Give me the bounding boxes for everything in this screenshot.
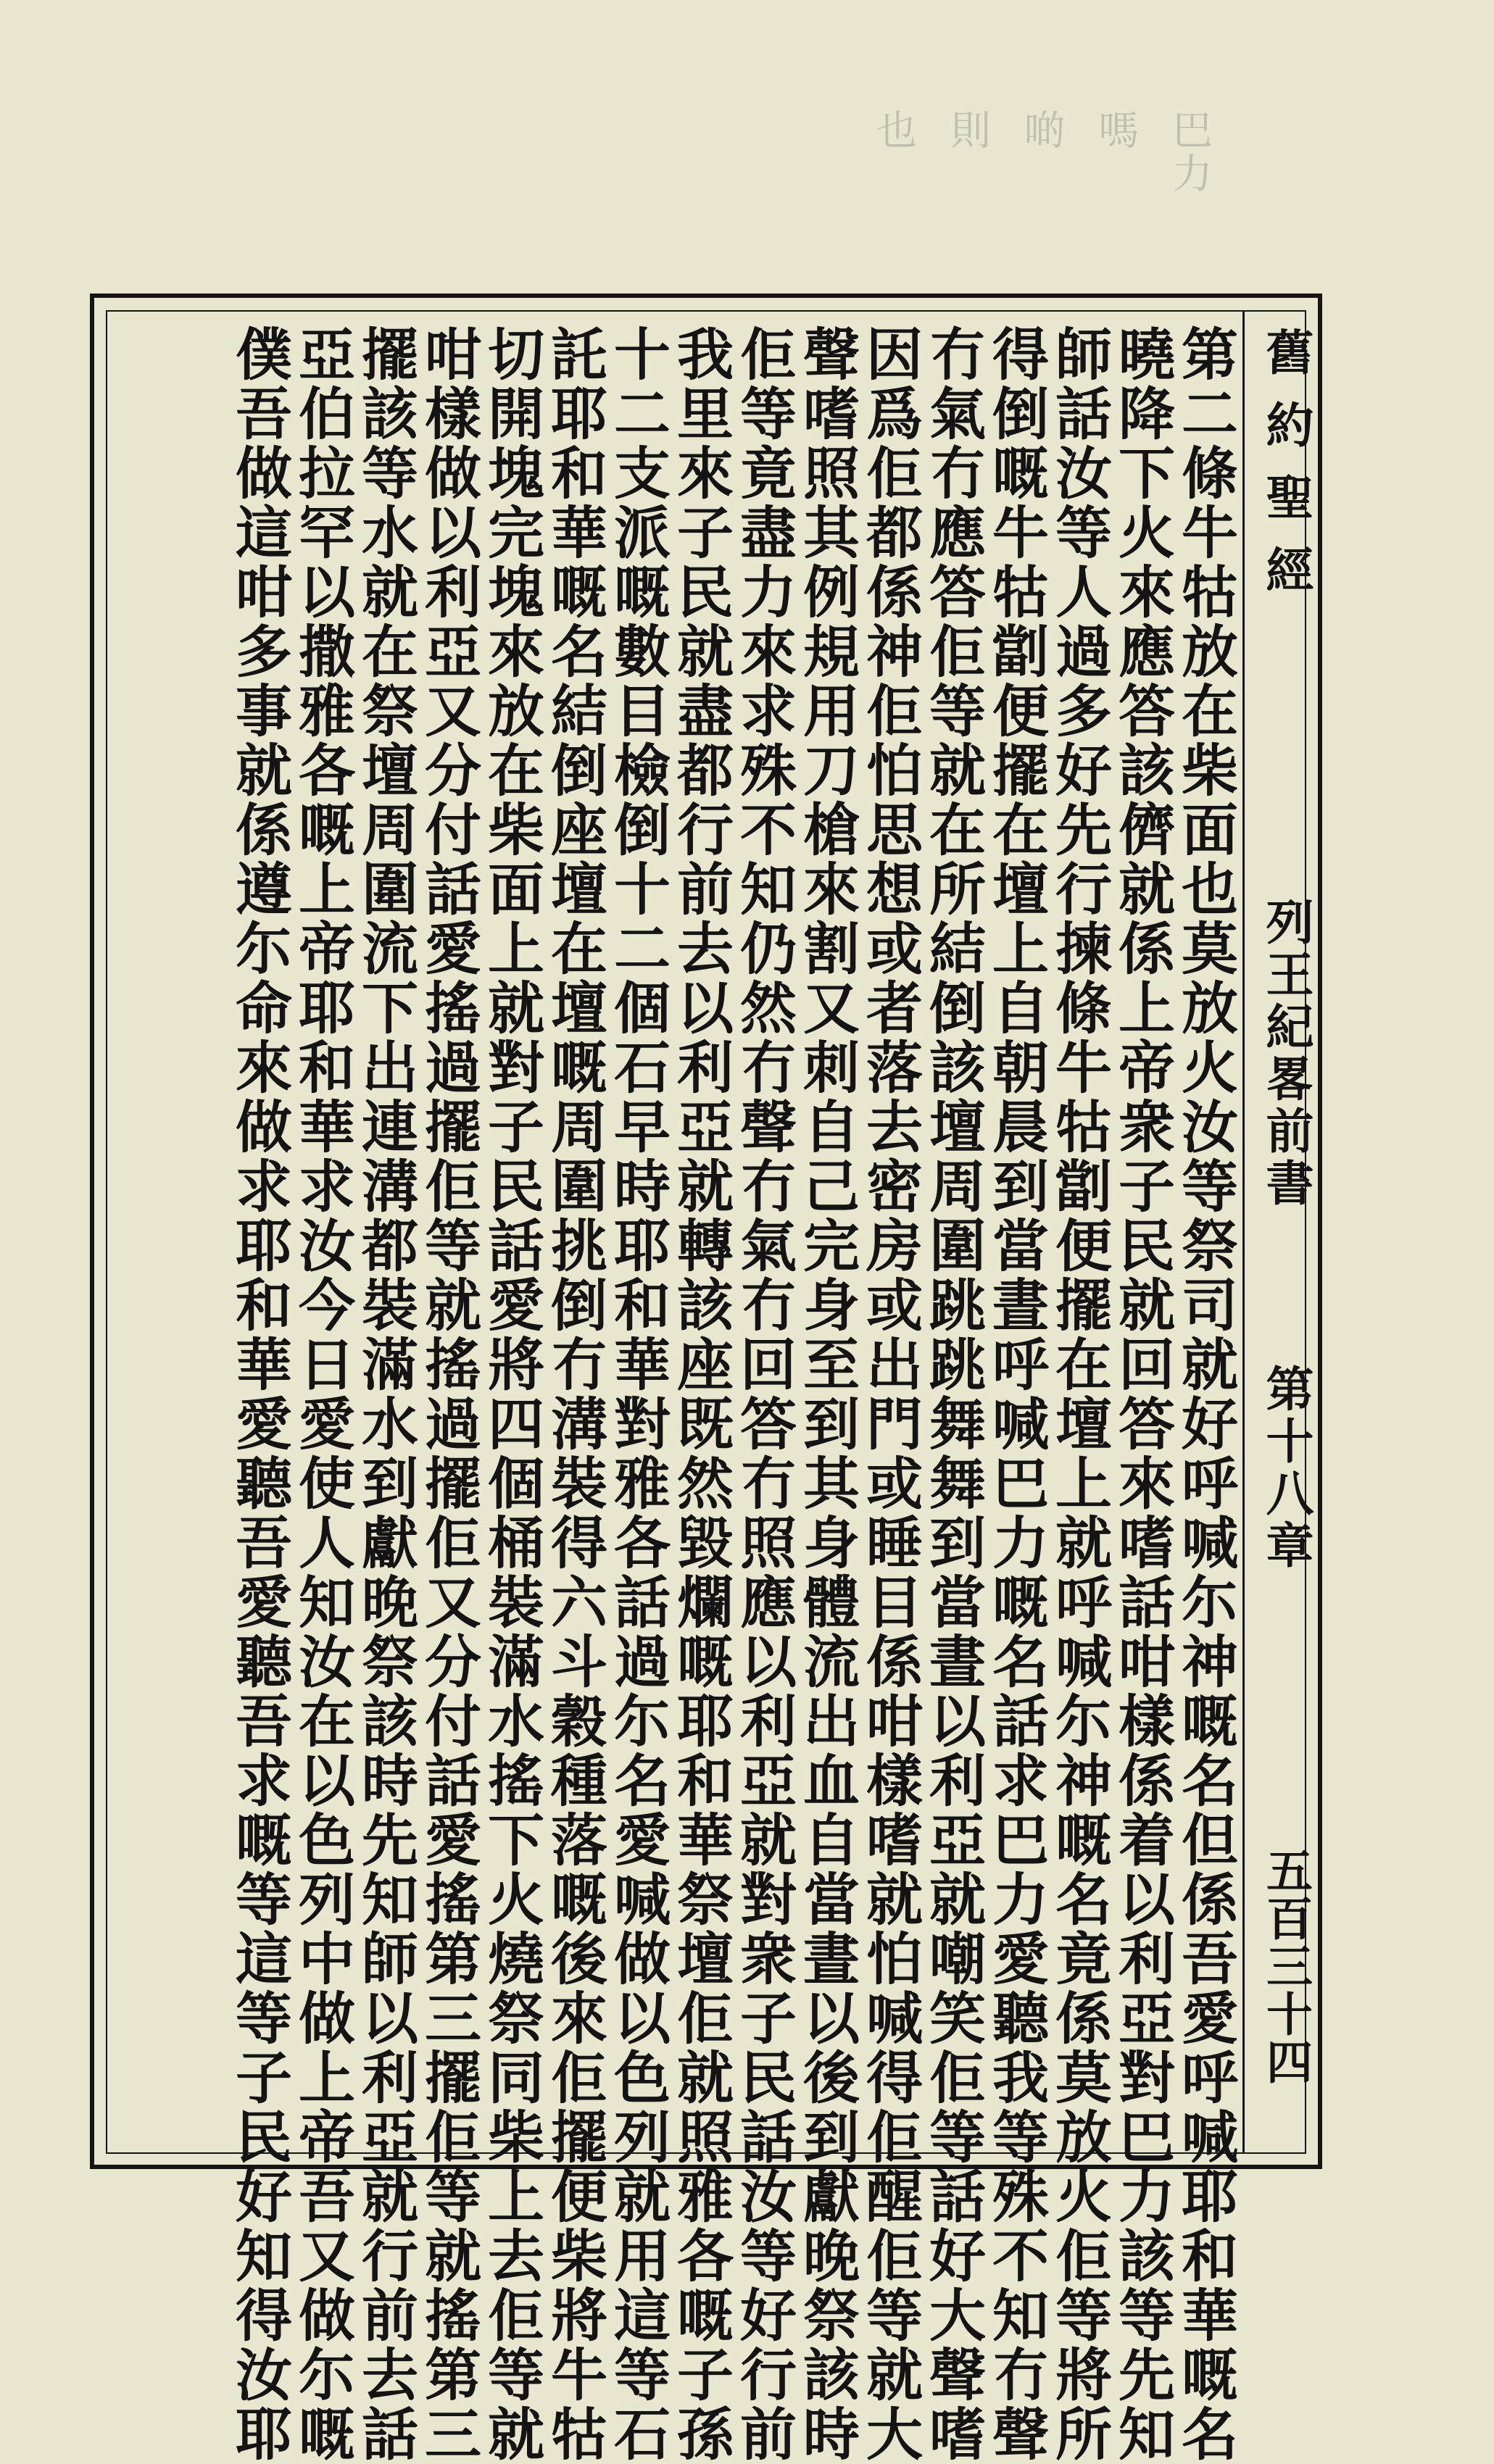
text-column: 十二支派嘅數目檢倒十二個石早時耶和華對雅各話過尓名愛喊做以色列就用這等石 [605, 325, 671, 2464]
text-column: 因爲佢都係神佢怕思想或者落去密房或出門或睡目係咁樣嗜就怕喊得佢醒佢等就大 [857, 325, 923, 2464]
text-column: 第二條牛牯放在柴面也莫放火汝等祭司就好呼喊尓神嘅名但係吾愛呼喊耶和華嘅名 [1172, 325, 1238, 2464]
book-title: 舊約聖經 [1258, 328, 1314, 617]
text-column: 擺該等水就在祭壇周圍流下出連溝都裝滿水到獻晚祭該時先知師以利亞就行前去話 [352, 325, 418, 2464]
bleed-through-column: 也 [870, 109, 917, 152]
bleed-through-text [870, 109, 1218, 290]
bleed-through-column: 嗎 [1092, 109, 1139, 152]
text-column: 曉降下火來應答該儕就係上帝衆子民就回答來嗜話咁樣係着以利亞對巴力該等先知 [1109, 325, 1175, 2464]
text-column: 僕吾做這咁多事就係遵尓命來做求耶和華愛聽吾愛聽吾求嘅等這等子民好知得汝耶 [226, 325, 292, 2464]
page-number: 五百三十四 [1258, 1847, 1313, 2086]
body-text [107, 312, 1242, 2464]
text-column: 咁樣做以利亞又分付話愛搖過擺佢等就搖過擺佢又分付話愛搖第三擺佢等就搖第三 [415, 325, 481, 2464]
bleed-through-column: 巴力 [1166, 109, 1213, 196]
text-column: 託耶和華嘅名結倒座壇在壇嘅周圍挑倒冇溝裝得六斗穀種落嘅後來佢擺便柴將牛牯 [541, 325, 607, 2464]
text-column: 冇氣冇應答佢等就在所結倒該壇周圍跳跳舞舞到當晝以利亞就嘲笑佢等話好大聲嗜 [920, 325, 986, 2464]
text-column: 我里來子民就盡都行前去以利亞就轉該座既然毀爛嘅耶和華祭壇佢就照雅各嘅子孫 [668, 325, 734, 2464]
bleed-through-column: 啲 [1018, 109, 1065, 152]
text-column: 佢等竟盡力來求殊不知仍然冇聲冇氣冇回答冇照應以利亞就對衆子民話汝等好行前 [731, 325, 797, 2464]
text-frame [106, 310, 1314, 2464]
text-column: 亞伯拉罕以撒雅各嘅上帝耶和華求汝今日愛使人知汝在以色列中做上帝吾又做尓嘅 [289, 325, 355, 2464]
text-column: 師話汝等人過多好先行揀條牛牯劏便擺在壇上就呼喊尓神嘅名竟係莫放火佢等將所 [1046, 325, 1112, 2464]
chapter-label: 第十八章 [1258, 1364, 1314, 1573]
section-title: 列王紀畧前書 [1258, 897, 1314, 1210]
bleed-through-column: 則 [944, 109, 991, 152]
text-column: 切開塊完塊來放在柴面上就對子民話愛將四個桶裝滿水搖下火燒祭同柴上去佢等就 [478, 325, 544, 2464]
running-header [1242, 312, 1314, 2152]
text-column: 聲嗜照其例規用刀槍來割又刺自己完身至到其身體流出血自當晝以後到獻晚祭該時 [794, 325, 860, 2464]
text-column: 得倒嘅牛牯劏便擺在壇上自朝晨到當晝呼喊巴力嘅名話求巴力愛聽我等殊不知冇聲 [983, 325, 1049, 2464]
